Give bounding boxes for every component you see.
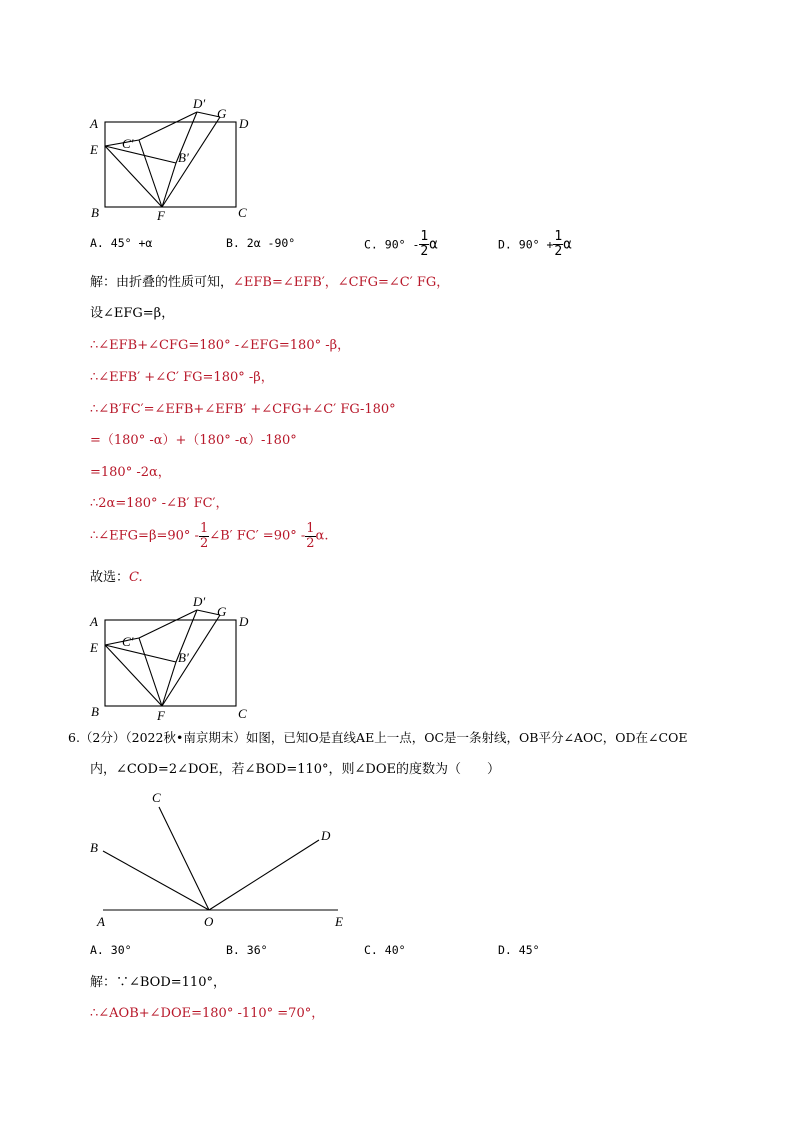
solution-line-6: =（180° -α）+（180° -α）-180° <box>90 433 297 448</box>
label-d-prime-2: D′ <box>193 594 206 609</box>
label-a: A <box>90 116 98 131</box>
label-a-q6: A <box>97 914 105 929</box>
solution-line-9-a: ∴∠EFG=β=90° - <box>90 528 199 544</box>
option-c <box>364 230 438 259</box>
label-d-2: D <box>239 614 249 629</box>
q6-option-b: B. 36° <box>226 943 268 957</box>
option-a: A. 45° +α <box>90 236 153 250</box>
solution-line-10 <box>90 569 143 587</box>
label-g: G <box>217 106 227 121</box>
question-6-stem-line-1: 6.（2分）（2022秋•南京期末）如图，已知O是直线AE上一点，OC是一条射线，OB平分∠AOC，OD在∠COE <box>68 730 688 745</box>
label-e: E <box>90 142 98 157</box>
solution-line-1-prefix: 解：由折叠的性质可知， <box>90 275 234 290</box>
label-c-prime-2: C′ <box>122 634 134 649</box>
solution-line-1 <box>90 274 449 292</box>
label-b-2: B <box>91 704 99 719</box>
label-d: D <box>239 116 249 131</box>
option-c-op: - <box>412 237 420 252</box>
solution-line-9-den-2: 2 <box>306 536 315 551</box>
option-d-prefix: D. 90° <box>498 237 540 252</box>
fold-figure-top <box>80 90 260 230</box>
solution-line-3: ∴∠EFB+∠CFG=180° -∠EFG=180° -β， <box>90 338 351 353</box>
q6-option-a: A. 30° <box>90 943 132 957</box>
q6-solution-line-2: ∴∠AOB+∠DOE=180° -110° =70°， <box>90 1006 325 1021</box>
option-c-fraction <box>419 230 429 259</box>
solution-line-9-num-2: 1 <box>306 521 315 536</box>
option-c-num: 1 <box>420 229 429 244</box>
solution-line-7: =180° -2α， <box>90 465 171 480</box>
fold-figure-answer <box>80 588 260 728</box>
solution-line-9 <box>90 522 328 551</box>
answer-choice: C. <box>129 570 143 585</box>
label-c-2: C <box>238 706 247 721</box>
label-e-2: E <box>90 640 98 655</box>
answer-prefix: 故选： <box>90 570 130 585</box>
option-b: B. 2α -90° <box>226 236 296 250</box>
label-c-q6: C <box>152 790 161 805</box>
label-a-2: A <box>90 614 98 629</box>
option-d <box>498 230 572 259</box>
option-d-op: + <box>546 237 554 252</box>
solution-line-9-fraction-2 <box>305 522 315 551</box>
option-c-den: 2 <box>420 244 429 259</box>
question-6-stem-line-2: 内，∠COD=2∠DOE，若∠BOD=110°，则∠DOE的度数为（ ） <box>90 762 500 777</box>
option-d-suffix: α <box>563 236 572 253</box>
solution-line-4: ∴∠EFB′ +∠C′ FG=180° -β， <box>90 370 274 385</box>
label-d-q6: D <box>321 828 331 843</box>
label-g-2: G <box>217 604 227 619</box>
solution-line-8: ∴2α=180° -∠B′ FC′， <box>90 496 229 511</box>
option-c-suffix: α <box>429 236 438 253</box>
solution-line-2: 设∠EFG=β， <box>90 306 175 321</box>
solution-line-5: ∴∠B′FC′=∠EFB+∠EFB′ +∠CFG+∠C′ FG-180° <box>90 402 396 417</box>
label-b-q6: B <box>90 840 98 855</box>
ray-ob <box>103 851 209 910</box>
solution-line-9-b: ∠B′ FC′ =90° - <box>209 528 306 544</box>
solution-line-9-den-1: 2 <box>199 536 209 551</box>
label-d-prime: D′ <box>193 96 206 111</box>
label-c: C <box>238 205 247 220</box>
label-c-prime: C′ <box>122 136 134 151</box>
option-d-fraction <box>553 230 563 259</box>
ray-od <box>209 840 319 910</box>
label-b-prime: B′ <box>178 150 189 165</box>
solution-line-9-num-1: 1 <box>199 521 209 536</box>
label-f: F <box>157 208 165 223</box>
option-c-prefix: C. 90° <box>364 237 406 252</box>
ray-oc <box>159 807 209 910</box>
label-f-2: F <box>157 708 165 723</box>
option-d-num: 1 <box>554 229 563 244</box>
q6-solution-line-1: 解：∵∠BOD=110°， <box>90 975 226 990</box>
angle-figure <box>80 780 360 930</box>
label-b-prime-2: B′ <box>178 650 189 665</box>
solution-line-9-c: α. <box>315 528 329 544</box>
label-o-q6: O <box>204 914 214 929</box>
label-e-q6: E <box>335 914 343 929</box>
q6-option-d: D. 45° <box>498 943 540 957</box>
solution-line-1-red: ∠EFB=∠EFB′，∠CFG=∠C′ FG， <box>233 275 450 290</box>
q6-option-c: C. 40° <box>364 943 406 957</box>
label-b: B <box>91 205 99 220</box>
option-d-den: 2 <box>554 244 563 259</box>
solution-line-9-fraction-1 <box>199 522 209 551</box>
